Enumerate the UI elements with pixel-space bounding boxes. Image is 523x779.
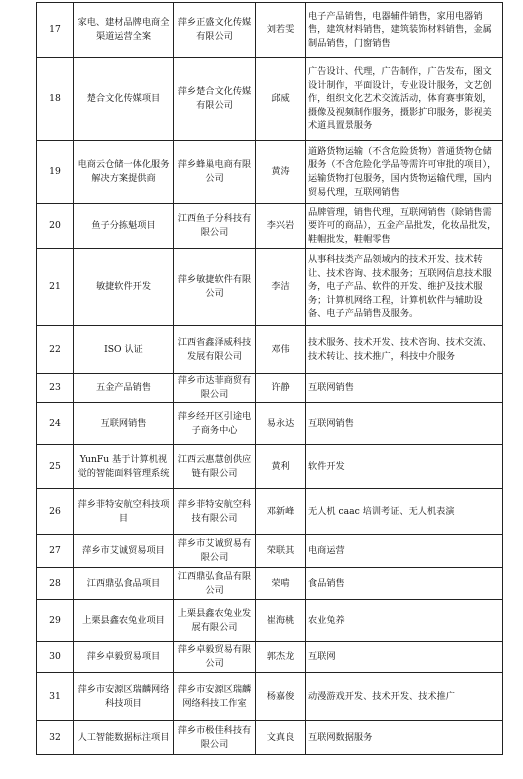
contact-person: 邱威 xyxy=(256,58,306,141)
company-name: 萍乡市安源区瑞麟网络科技工作室 xyxy=(174,673,256,721)
row-number: 30 xyxy=(37,642,74,673)
table-row xyxy=(37,489,503,535)
table-row xyxy=(37,568,503,600)
table-row xyxy=(37,642,503,673)
project-name: 电商云仓储一体化服务解决方案提供商 xyxy=(74,141,174,204)
business-scope: 无人机 caac 培训考证、无人机表演 xyxy=(306,489,503,535)
table-row xyxy=(37,141,503,204)
contact-person: 易永达 xyxy=(256,403,306,445)
company-name: 萍乡市艾诚贸易有限公司 xyxy=(174,535,256,568)
table-row xyxy=(37,600,503,642)
table-row xyxy=(37,403,503,445)
business-scope: 互联网 xyxy=(306,642,503,673)
contact-person: 邓伟 xyxy=(256,326,306,374)
business-scope: 电子产品销售，电器辅件销售，家用电器销售，建筑材料销售，建筑装饰材料销售，金属制品销售，门窗销售 xyxy=(306,3,503,58)
business-scope: 道路货物运输（不含危险货物）普通货物仓储服务（不含危险化学品等需许可审批的项目），运输货物打包服务，国内货物运输代理，国内贸易代理，互联网销售 xyxy=(306,141,503,204)
company-name: 萍乡经开区引途电子商务中心 xyxy=(174,403,256,445)
business-scope: 广告设计、代理，广告制作，广告发布，图文设计制作，平面设计，专业设计服务，文艺创作，组织文化艺术交流活动，体育赛事策划，摄像及视频制作服务，摄影扩印服务，影视美术道具置景服务 xyxy=(306,58,503,141)
company-name: 萍乡卓毅贸易有限公司 xyxy=(174,642,256,673)
table-row xyxy=(37,535,503,568)
contact-person: 黄利 xyxy=(256,445,306,489)
company-name: 江西鱼子分科技有限公司 xyxy=(174,204,256,249)
table-row xyxy=(37,58,503,141)
company-name: 萍乡蜂巢电商有限公司 xyxy=(174,141,256,204)
row-number: 17 xyxy=(37,3,74,58)
table-row xyxy=(37,3,503,58)
project-name: 敏捷软件开发 xyxy=(74,249,174,326)
contact-person: 邓新峰 xyxy=(256,489,306,535)
contact-person: 李兴岩 xyxy=(256,204,306,249)
contact-person: 荣联其 xyxy=(256,535,306,568)
contact-person: 崔海桃 xyxy=(256,600,306,642)
project-name: 萍乡市安源区瑞麟网络科技项目 xyxy=(74,673,174,721)
contact-person: 郭杰龙 xyxy=(256,642,306,673)
business-scope: 食品销售 xyxy=(306,568,503,600)
row-number: 27 xyxy=(37,535,74,568)
table-body xyxy=(37,3,503,755)
company-name: 上栗县鑫农兔业发展有限公司 xyxy=(174,600,256,642)
project-name: 萍乡市艾诚贸易项目 xyxy=(74,535,174,568)
business-scope: 互联网销售 xyxy=(306,374,503,403)
business-scope: 电商运营 xyxy=(306,535,503,568)
business-scope: 技术服务、技术开发、技术咨询、技术交流、技术转让、技术推广，科技中介服务 xyxy=(306,326,503,374)
project-name: 楚合文化传媒项目 xyxy=(74,58,174,141)
project-name: ISO 认证 xyxy=(74,326,174,374)
company-name: 萍乡市达菲商贸有限公司 xyxy=(174,374,256,403)
row-number: 28 xyxy=(37,568,74,600)
row-number: 26 xyxy=(37,489,74,535)
table-row xyxy=(37,445,503,489)
project-name: 鱼子分拣魁项目 xyxy=(74,204,174,249)
contact-person: 荣啃 xyxy=(256,568,306,600)
enterprise-table xyxy=(36,2,503,755)
project-name: 上栗县鑫农兔业项目 xyxy=(74,600,174,642)
company-name: 萍乡市极佳科技有限公司 xyxy=(174,721,256,755)
row-number: 25 xyxy=(37,445,74,489)
business-scope: 软件开发 xyxy=(306,445,503,489)
row-number: 18 xyxy=(37,58,74,141)
contact-person: 刘若雯 xyxy=(256,3,306,58)
company-name: 萍乡正盛文化传媒有限公司 xyxy=(174,3,256,58)
company-name: 萍乡敏捷软件有限公司 xyxy=(174,249,256,326)
row-number: 24 xyxy=(37,403,74,445)
business-scope: 从事科技类产品领域内的技术开发、技术转让、技术咨询、技术服务；互联网信息技术服务，电子产品、软件的开发、维护及技术服务；计算机网络工程，计算机软件与辅助设备、电子产品销售及服务。 xyxy=(306,249,503,326)
company-name: 江西省鑫泽威科技发展有限公司 xyxy=(174,326,256,374)
table-row xyxy=(37,204,503,249)
table-row xyxy=(37,673,503,721)
project-name: 家电、建材品牌电商全渠道运营全案 xyxy=(74,3,174,58)
company-name: 萍乡菲特安航空科技有限公司 xyxy=(174,489,256,535)
company-name: 江西鼎弘食品有限公司 xyxy=(174,568,256,600)
contact-person: 许静 xyxy=(256,374,306,403)
business-scope: 品牌管理，销售代理，互联网销售（除销售需要许可的商品），五金产品批发，化妆品批发，鞋帽批发，鞋帽零售 xyxy=(306,204,503,249)
row-number: 23 xyxy=(37,374,74,403)
business-scope: 互联网销售 xyxy=(306,403,503,445)
project-name: 江西鼎弘食品项目 xyxy=(74,568,174,600)
row-number: 19 xyxy=(37,141,74,204)
row-number: 31 xyxy=(37,673,74,721)
contact-person: 黄涛 xyxy=(256,141,306,204)
row-number: 22 xyxy=(37,326,74,374)
project-name: 萍乡卓毅贸易项目 xyxy=(74,642,174,673)
table-row xyxy=(37,374,503,403)
contact-person: 杨嘉俊 xyxy=(256,673,306,721)
row-number: 29 xyxy=(37,600,74,642)
project-name: 互联网销售 xyxy=(74,403,174,445)
business-scope: 互联网数据服务 xyxy=(306,721,503,755)
project-name: 萍乡菲特安航空科技项目 xyxy=(74,489,174,535)
project-name: 五金产品销售 xyxy=(74,374,174,403)
table-row xyxy=(37,326,503,374)
contact-person: 文真良 xyxy=(256,721,306,755)
row-number: 32 xyxy=(37,721,74,755)
table-row xyxy=(37,721,503,755)
business-scope: 农业兔养 xyxy=(306,600,503,642)
contact-person: 李洁 xyxy=(256,249,306,326)
business-scope: 动漫游戏开发、技术开发、技术推广 xyxy=(306,673,503,721)
project-name: YunFu 基于计算机视觉的智能面料管理系统 xyxy=(74,445,174,489)
row-number: 21 xyxy=(37,249,74,326)
row-number: 20 xyxy=(37,204,74,249)
company-name: 江西云惠慧创供应链有限公司 xyxy=(174,445,256,489)
table-row xyxy=(37,249,503,326)
project-name: 人工智能数据标注项目 xyxy=(74,721,174,755)
company-name: 萍乡楚合文化传媒有限公司 xyxy=(174,58,256,141)
